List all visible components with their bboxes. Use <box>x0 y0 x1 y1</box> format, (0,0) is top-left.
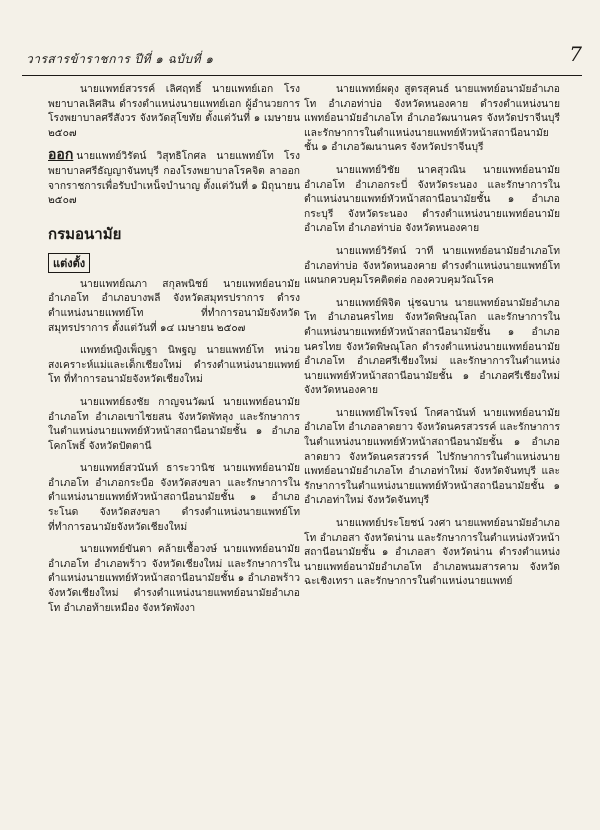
paragraph: นายแพทย์สวรรค์ เลิศฤทธิ์ นายแพทย์เอก โรงพยาบาลเลิศสิน ดำรงตำแหน่งนายแพทย์เอก ผู้อำนวยการโรงพยาบาลศรีสังวร จังหวัดสุโขทัย ตั้งแต่วันที่ ๑ เมษายน ๒๕๐๗ <box>48 83 300 139</box>
journal-title: วารสารข้าราชการ ปีที่ ๑ ฉบับที่ ๑ <box>26 52 214 66</box>
paragraph: แพทย์หญิงเพ็ญฐา นิพฐญ นายแพทย์โท หน่วยสงเคราะห์แม่และเด็กเชียงใหม่ ดำรงตำแหน่งนายแพทย์โท ที่ทำการอนามัยจังหวัดเชียงใหม่ <box>48 344 300 386</box>
paragraph: นายแพทย์ณภา สกุลพนิชย์ นายแพทย์อนามัยอำเภอโท อำเภอบางพลี จังหวัดสมุทรปราการ ดำรงตำแหน่งนายแพทย์โท ที่ทำการอนามัยจังหวัดสมุทรปราการ ตั้งแต่วันที่ ๑๔ เมษายน ๒๕๐๗ <box>48 277 300 334</box>
paragraph: นายแพทย์ไพโรจน์ โกศลานันท์ นายแพทย์อนามัยอำเภอโท อำเภอลาดยาว จังหวัดนครสวรรค์ และรักษาการในตำแหน่งนายแพทย์หัวหน้าสถานีอนามัยชั้น ๑ อำเภอลาดยาว จังหวัดนครสวรรค์ ไปรักษาการในตำแหน่งนายแพทย์อนามัยอำเภอโท อำเภอท่าใหม่ จังหวัดจันทบุรี และรักษาการในตำแหน่งนายแพทย์หัวหน้าสถานีอนามัยชั้น ๑ อำเภอท่าใหม่ จังหวัดจันทบุรี <box>304 406 560 507</box>
paragraph: นายแพทย์ผดุง สูตรสุคนธ์ นายแพทย์อนามัยอำเภอโท อำเภอท่าบ่อ จังหวัดหนองคาย ดำรงตำแหน่งนายแพทย์อนามัยอำเภอโท อำเภอวัฒนานคร จังหวัดปราจีนบุรี และรักษาการในตำแหน่งนายแพทย์หัวหน้าสถานีอนามัยชั้น ๑ อำเภอวัฒนานคร จังหวัดปราจีนบุรี <box>304 83 560 154</box>
page-header <box>22 42 582 76</box>
left-column <box>48 82 300 623</box>
paragraph: นายแพทย์สวนันท์ ธาระวานิช นายแพทย์อนามัยอำเภอโท อำเภอกระบือ จังหวัดสงขลา และรักษาการในตำแหน่งนายแพทย์หัวหน้าสถานีอนามัยชั้น ๑ อำเภอระโนด จังหวัดสงขลา ดำรงตำแหน่งนายแพทย์โท ที่ทำการอนามัยจังหวัดเชียงใหม่ <box>48 462 300 533</box>
right-column <box>304 82 560 597</box>
paragraph: นายแพทย์วิรัตน์ วาที นายแพทย์อนามัยอำเภอโท อำเภอท่าบ่อ จังหวัดหนองคาย ดำรงตำแหน่งนายแพทย์โท แผนกควบคุมโรคติดต่อ กองควบคุมวัณโรค <box>304 244 560 287</box>
out-heading: ออก <box>48 147 74 164</box>
paragraph: นายแพทย์ประโยชน์ วงศา นายแพทย์อนามัยอำเภอโท อำเภอสา จังหวัดน่าน และรักษาการในตำแหน่งหัวหน้าสถานีอนามัยชั้น ๑ อำเภอสา จังหวัดน่าน ดำรงตำแหน่งนายแพทย์อนามัยอำเภอโท อำเภอพนมสารคาม จังหวัดฉะเชิงเทรา และรักษาการในตำแหน่งนายแพทย์ <box>304 517 560 588</box>
section-heading: กรมอนามัย <box>48 224 122 243</box>
paragraph: นายแพทย์ขันตา คล้ายเชื้อวงษ์ นายแพทย์อนามัยอำเภอโท อำเภอพร้าว จังหวัดเชียงใหม่ และรักษาการในตำแหน่งนายแพทย์หัวหน้าสถานีอนามัยชั้น ๑ อำเภอพร้าว จังหวัดเชียงใหม่ ดำรงตำแหน่งนายแพทย์อนามัยอำเภอโท อำเภอท้ายเหมือง จังหวัดพังงา <box>48 543 300 614</box>
paragraph: นายแพทย์ธงชัย กาญจนวัฒน์ นายแพทย์อนามัยอำเภอโท อำเภอเขาไชยสน จังหวัดพัทลุง และรักษาการในตำแหน่งนายแพทย์หัวหน้าสถานีอนามัยชั้น ๑ อำเภอโคกโพธิ์ จังหวัดปัตตานี <box>48 395 300 452</box>
resignation-paragraph <box>48 148 300 207</box>
header-rule <box>22 75 582 76</box>
page-number: 7 <box>569 42 582 66</box>
paragraph: นายแพทย์วิชัย นาคสุวณิน นายแพทย์อนามัยอำเภอโท อำเภอกระบี่ จังหวัดระนอง และรักษาการในตำแหน่งนายแพทย์หัวหน้าสถานีอนามัยชั้น ๑ อำเภอกระบุรี จังหวัดระนอง ดำรงตำแหน่งนายแพทย์อนามัยอำเภอโท อำเภอท่าบ่อ จังหวัดหนองคาย <box>304 163 560 235</box>
paragraph: นายแพทย์พิจิต นุ่ชฉบาน นายแพทย์อนามัยอำเภอโท อำเภอนครไทย จังหวัดพิษณุโลก และรักษาการในตำแหน่งนายแพทย์หัวหน้าสถานีอนามัยชั้น ๑ อำเภอนครไทย จังหวัดพิษณุโลก ดำรงตำแหน่งนายแพทย์อนามัยอำเภอโท อำเภอศรีเชียงใหม่ และรักษาการในตำแหน่งนายแพทย์หัวหน้าสถานีอนามัยชั้น ๑ อำเภอศรีเชียงใหม่ จังหวัดหนองคาย <box>304 296 560 397</box>
resignation-text: นายแพทย์วิรัตน์ วิสุทธิโกศล นายแพทย์โท โรงพยาบาลศรีธัญญาจันทบุรี กองโรงพยาบาลโรคจิต ลาออกจากราชการเพื่อรับบำเหน็จบำนาญ ตั้งแต่วันที่ ๑ มิถุนายน ๒๕๐๗ <box>48 150 300 207</box>
subsection-heading: แต่งตั้ง <box>48 253 90 273</box>
